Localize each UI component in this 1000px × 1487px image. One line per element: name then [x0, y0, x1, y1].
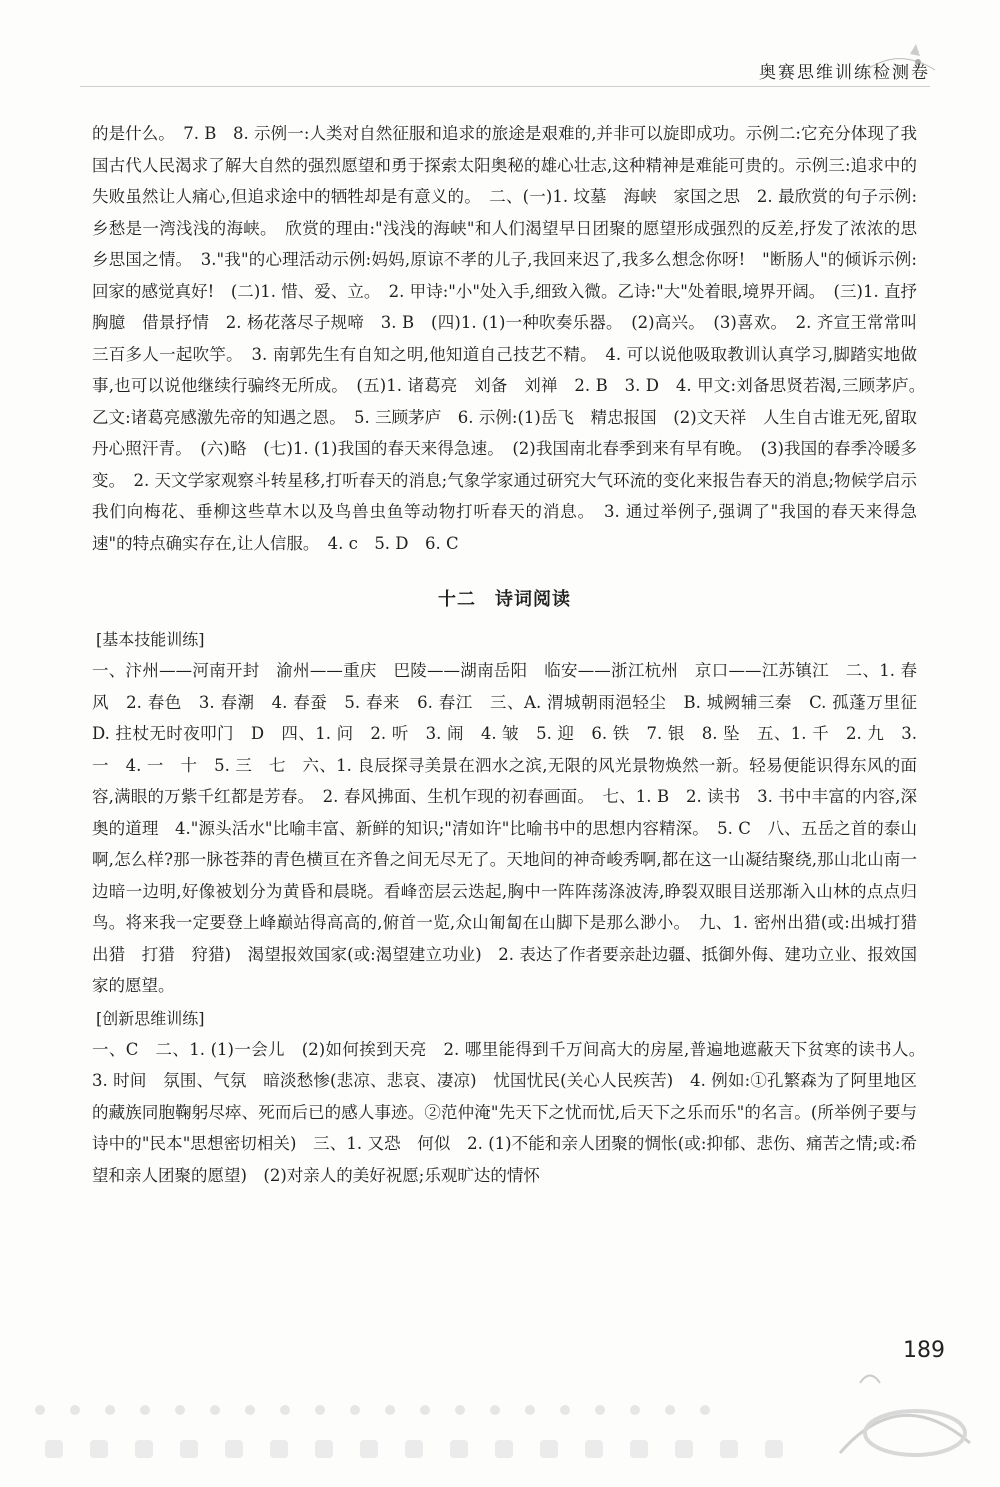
header-title: 奥赛思维训练检测卷 [759, 63, 930, 83]
creative-thinking-paragraph: 一、C 二、1. (1)一会儿 (2)如何挨到天亮 2. 哪里能得到千万间高大的房屋,普遍地遮蔽天下贫寒的读书人。 3. 时间 氛围、气氛 暗淡愁惨(悲凉、悲哀、凄凉) 忧国忧民(关心人民疾苦) 4. 例如:①孔繁森为了阿里地区的藏族同胞鞠躬尽瘁、死而后已的感人事迹。②范仲淹"先天下之忧而忧,后天下之乐而乐"的名言。(所举例子要与诗中的"民本"思想密切相关) 三、1. 又恐 何似 2. (1)不能和亲人团聚的惆怅(或:抑郁、悲伤、痛苦之情;或:希望和亲人团聚的愿望) (2)对亲人的美好祝愿;乐观旷达的情怀 [92, 1039, 934, 1185]
header-divider [80, 86, 930, 87]
creative-thinking-label: [ 创新思维训练 ] [92, 1006, 209, 1032]
page-content [92, 118, 934, 1191]
footer-decoration-icon [30, 1395, 810, 1465]
basic-skills-label: [ 基本技能训练 ] [92, 627, 209, 653]
basic-skills-paragraph: 一、汴州——河南开封 渝州——重庆 巴陵——湖南岳阳 临安——浙江杭州 京口——江苏镇江 二、1. 春风 2. 春色 3. 春潮 4. 春蚕 5. 春来 6. 春江 三、A. 渭城朝雨浥轻尘 B. 城阙辅三秦 C. 孤蓬万里征 D. 拄杖无时夜叩门 D 四、1. 问 2. 听 3. 闹 4. 皱 5. 迎 6. 铁 7. 银 8. 坠 五、1. 千 2. 九 3. 一 4. 一 十 5. 三 七 六、1. 良辰探寻美景在泗水之滨,无限的风光景物焕然一新。轻易便能识得东风的面容,满眼的万紫千红都是芳春。 2. 春风拂面、生机乍现的初春画面。 七、1. B 2. 读书 3. 书中丰富的内容,深奥的道理 4."源头活水"比喻丰富、新鲜的知识;"清如许"比喻书中的思想内容精深。 5. C 八、五岳之首的泰山啊,怎么样?那一脉苍莽的青色横亘在齐鲁之间无尽无了。天地间的神奇峻秀啊,都在这一山凝结聚绕,那山北山南一边暗一边明,好像被划分为黄昏和晨晓。看峰峦层云迭起,胸中一阵阵荡涤波涛,睁裂双眼目送那渐入山林的点点归鸟。将来我一定要登上峰巅站得高高的,俯首一览,众山匍匐在山脚下是那么渺小。 九、1. 密州出猎(或:出城打猎 出猎 打猎 狩猎) 渴望报效国家(或:渴望建立功业) 2. 表达了作者要亲赴边疆、抵御外侮、建功立业、报效国家的愿望。 [92, 661, 934, 995]
top-answer-paragraph: 的是什么。 7. B 8. 示例一:人类对自然征服和追求的旅途是艰难的,并非可以旋即成功。示例二:它充分体现了我国古代人民渴求了解大自然的强烈愿望和勇于探索太阳奥秘的雄心壮志,这种精神是难能可贵的。示例三:追求中的失败虽然让人痛心,但追求途中的牺牲却是有意义的。 二、(一)1. 坟墓 海峡 家国之思 2. 最欣赏的句子示例:乡愁是一湾浅浅的海峡。 欣赏的理由:"浅浅的海峡"和人们渴望早日团聚的愿望形成强烈的反差,抒发了浓浓的思乡思国之情。 3."我"的心理活动示例:妈妈,原谅不孝的儿子,我回来迟了,我多么想念你呀! "断肠人"的倾诉示例:回家的感觉真好! (二)1. 惜、爱、立。 2. 甲诗:"小"处入手,细致入微。乙诗:"大"处着眼,境界开阔。 (三)1. 直抒胸臆 借景抒情 2. 杨花落尽子规啼 3. B (四)1. (1)一种吹奏乐器。 (2)高兴。 (3)喜欢。 2. 齐宣王常常叫三百多人一起吹竽。 3. 南郭先生有自知之明,他知道自己技艺不精。 4. 可以说他吸取教训认真学习,脚踏实地做事,也可以说他继续行骗终无所成。 (五)1. 诸葛亮 刘备 刘禅 2. B 3. D 4. 甲文:刘备思贤若渴,三顾茅庐。 乙文:诸葛亮感激先帝的知遇之恩。 5. 三顾茅庐 6. 示例:(1)岳飞 精忠报国 (2)文天祥 人生自古谁无死,留取丹心照汗青。 (六)略 (七)1. (1)我国的春天来得急速。 (2)我国南北春季到来有早有晚。 (3)我国的春季冷暖多变。 2. 天文学家观察斗转星移,打听春天的消息;气象学家通过研究大气环流的变化来报告春天的消息;物候学启示我们向梅花、垂柳这些草木以及鸟兽虫鱼等动物打听春天的消息。 3. 通过举例子,强调了"我国的春天来得急速"的特点确实存在,让人信服。 4. c 5. D 6. C [92, 124, 934, 553]
page-number: 189 [903, 1338, 945, 1363]
watermark-logo-icon [820, 1363, 980, 1473]
section-title: 十二 诗词阅读 [438, 589, 571, 610]
page-header [759, 58, 930, 83]
